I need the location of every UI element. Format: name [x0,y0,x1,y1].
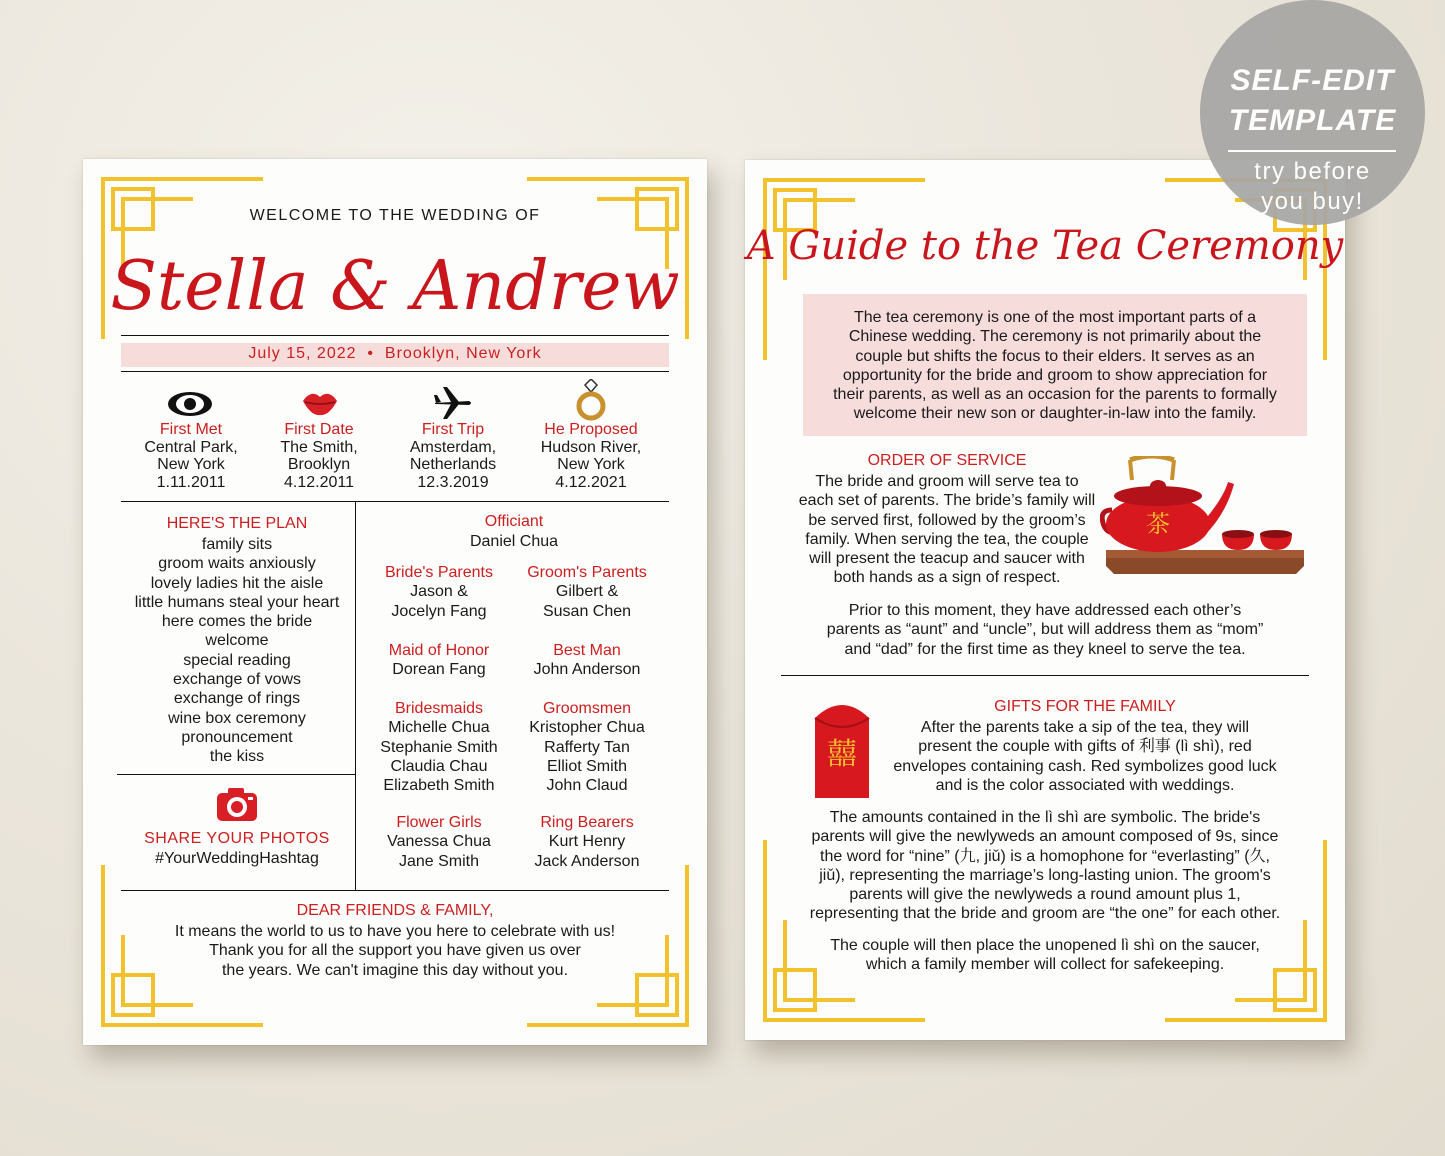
text-line: will present the teacup and saucer with [809,550,1085,568]
text-line: exchange of vows [172,671,302,689]
party-name: Jocelyn Fang [391,602,487,620]
text-line: jiǔ), representing the marriage’s long-lasting union. The groom's [819,866,1271,884]
party-group [359,563,519,621]
timeline-detail: 1.11.2011 [156,473,226,491]
date-location: July 15, 2022 • Brooklyn, New York [248,345,542,362]
party-name: John Claud [546,777,628,795]
party-name: Vanessa Chua [387,833,491,851]
text-line: wine box ceremony [168,709,306,727]
timeline-detail: 4.12.2011 [284,473,354,491]
party-role: Best Man [553,642,621,659]
divider [121,501,669,502]
text-line: couple but shifts the focus to their elders. It serves as an [855,347,1255,365]
timeline-item [121,421,261,491]
timeline-title: First Met [159,421,223,438]
text-line: It means the world to us to have you here to celebrate with us! [174,923,616,940]
party-name: Elliot Smith [546,757,628,775]
party-name: Kurt Henry [548,833,626,851]
teapot-icon [1100,456,1310,584]
party-name: Jane Smith [398,852,480,870]
timeline-detail: Amsterdam, [409,438,497,456]
tea-ceremony-guide-card [745,160,1345,1040]
party-name: Michelle Chua [388,719,490,737]
plan-title: HERE'S THE PLAN [166,515,308,532]
timeline-detail: 4.12.2021 [555,473,627,491]
guide-title: A Guide to the Tea Ceremony [746,223,1344,269]
timeline-item [521,421,661,491]
party-name: Jason & [410,583,468,601]
party-role: Ring Bearers [540,814,634,831]
text-line: groom waits anxiously [158,555,316,573]
text-line: After the parents take a sip of the tea, they will [920,719,1250,736]
text-line: and is the color associated with weddings. [935,776,1235,794]
party-role: Bridesmaids [394,700,484,717]
timeline-detail: The Smith, [280,438,358,456]
officiant-name: Daniel Chua [469,533,559,550]
text-line: parents will give the newlyweds a round amount plus 1, [849,886,1241,904]
party-group [359,813,519,871]
party-group [507,563,667,621]
text-line: here comes the bride [161,613,313,631]
text-line: family. When serving the tea, the couple [805,530,1089,548]
text-line: welcome their new son or daughter-in-law into the family. [853,405,1257,423]
party-name: Dorean Fang [392,661,486,679]
text-line: the kiss [209,748,265,766]
divider [117,774,355,775]
text-line: special reading [183,651,291,669]
text-line: Prior to this moment, they have addressed each other’s [848,602,1242,619]
teapot-char: 茶 [1146,510,1170,538]
eye-icon [165,389,215,419]
text-line: present the couple with gifts of 利事 (lì shì), red [918,738,1252,756]
divider [121,890,669,891]
party-name: Elizabeth Smith [383,777,495,795]
text-line: Thank you for all the support you have given us over [209,942,581,960]
party-group [359,699,519,795]
party-group [507,813,667,871]
timeline-detail: Brooklyn [287,456,351,473]
airplane-icon [433,385,473,421]
text-line: envelopes containing cash. Red symbolizes good luck [893,757,1277,775]
badge-line: TEMPLATE [1228,104,1397,137]
text-line: representing that the bride and groom are “the one” for each other. [809,905,1281,923]
timeline-detail: New York [557,456,625,473]
party-name: Jack Anderson [534,852,640,870]
text-line: their parents, as well as an occasion for the parents to formally [833,386,1277,404]
party-role: Flower Girls [396,814,482,831]
timeline-detail: Central Park, [144,438,238,456]
timeline-title: First Trip [421,421,485,438]
wedding-program-card [83,159,707,1045]
party-name: Claudia Chau [390,757,488,775]
text-line: little humans steal your heart [134,593,340,611]
text-line: The couple will then place the unopened lì shì on the saucer, [830,937,1260,954]
text-line: the years. We can't imagine this day without you. [221,961,569,979]
text-line: pronouncement [181,728,293,746]
dear-title: DEAR FRIENDS & FAMILY, [296,902,494,919]
party-role: Groom's Parents [527,564,647,581]
gifts-title: GIFTS FOR THE FAMILY [994,698,1176,715]
party-group [359,641,519,680]
party-role: Maid of Honor [388,642,490,659]
text-line: both hands as a sign of respect. [833,569,1061,587]
text-line: welcome [205,632,269,650]
party-name: Gilbert & [555,583,619,601]
party-group [507,641,667,680]
divider [781,675,1309,676]
ring-icon [573,379,609,421]
timeline-title: He Proposed [544,421,638,438]
badge-line: you buy! [1261,188,1364,215]
timeline-detail: New York [157,456,225,473]
text-line: The amounts contained in the lì shì are symbolic. The bride's [829,809,1261,826]
gifts-text [885,718,1285,795]
text-line: parents will give the newlyweds an amount composed of 9s, since [811,828,1279,846]
timeline-detail: 12.3.2019 [417,473,489,491]
intro-text [803,308,1307,424]
officiant-title: Officiant [484,513,544,530]
camera-icon [215,785,259,823]
text-line: and “dad” for the first time as they kneel to serve the tea. [844,640,1246,658]
order-text [787,472,1107,588]
badge-line: try before [1254,158,1371,185]
text-line: The tea ceremony is one of the most important parts of a [854,309,1256,326]
party-name: John Anderson [533,661,641,679]
plan-list [117,535,357,767]
party-name: Kristopher Chua [529,719,645,737]
timeline-detail: Netherlands [409,456,497,473]
text-line: be served first, followed by the groom’s [808,511,1086,529]
badge-divider [1228,150,1396,152]
text-line: The bride and groom will serve tea to [815,473,1079,490]
timeline-detail: Hudson River, [540,438,642,456]
self-edit-badge [1200,0,1425,225]
text-line: the word for “nine” (九, jiǔ) is a homophone for “everlasting” (久, [820,847,1270,865]
wedding-date: July 15, 2022 [248,345,357,362]
divider [121,371,669,372]
closing-text [745,936,1345,975]
envelope-char: 囍 [827,737,857,772]
text-line: Chinese wedding. The ceremony is not primarily about the [848,328,1262,346]
party-name: Susan Chen [542,602,632,620]
text-line: family sits [201,536,273,553]
party-role: Bride's Parents [385,564,493,581]
wedding-location: Brooklyn, New York [384,345,542,362]
couple-names: Stella & Andrew [110,247,680,326]
timeline-title: First Date [284,421,354,438]
timeline-item [383,421,523,491]
text-line: exchange of rings [173,690,301,708]
text-line: parents as “aunt” and “uncle”, but will address them as “mom” [826,621,1264,639]
badge-line: SELF-EDIT [1230,64,1395,97]
party-role: Groomsmen [542,700,632,717]
divider [121,335,669,336]
order-title: ORDER OF SERVICE [867,452,1027,469]
welcome-heading: WELCOME TO THE WEDDING OF [249,207,541,224]
party-name: Rafferty Tan [544,738,630,756]
lips-icon [301,389,339,417]
timeline-item [249,421,389,491]
dear-message [83,922,707,980]
party-name: Stephanie Smith [380,738,498,756]
text-line: opportunity for the bride and groom to show appreciation for [842,366,1268,384]
red-envelope-icon [811,696,873,802]
text-line: which a family member will collect for safekeeping. [865,956,1225,974]
hashtag: #YourWeddingHashtag [155,850,319,867]
party-group [507,699,667,795]
photos-title: SHARE YOUR PHOTOS [144,830,330,847]
text-line: each set of parents. The bride’s family will [798,492,1096,510]
prior-text [745,601,1345,659]
text-line: lovely ladies hit the aisle [150,574,324,592]
amount-text [745,808,1345,924]
